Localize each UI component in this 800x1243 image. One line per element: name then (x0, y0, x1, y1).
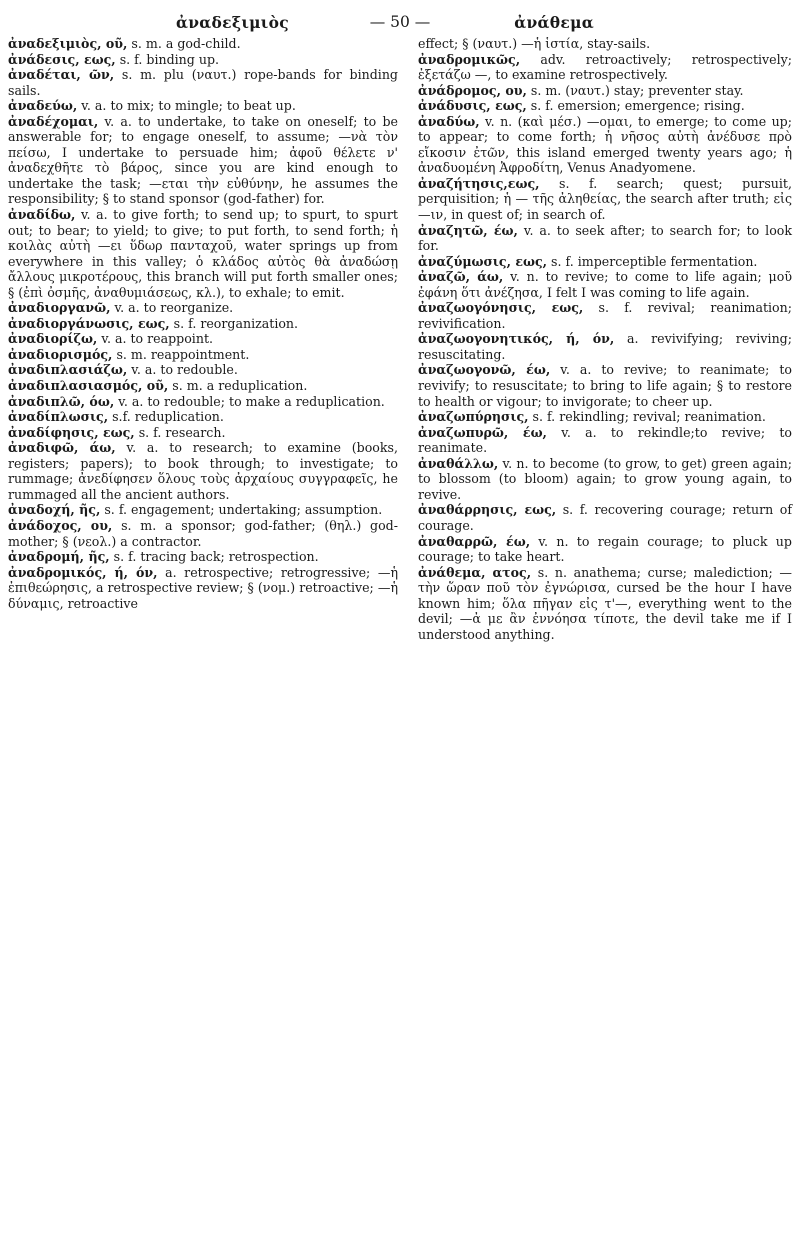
entry-headword: ἀναζῶ, άω, (418, 269, 504, 285)
left-column (8, 36, 398, 611)
dictionary-entry (8, 378, 398, 394)
dictionary-entry (418, 300, 792, 331)
entry-headword: ἀναδρομικῶς, (418, 51, 521, 67)
entry-definition: v. a. to rekindle;to revive; to reanimate. (418, 424, 792, 456)
entry-definition: s. f. search; quest; pursuit, perquisition; ἡ — τῆς ἀληθείας, the search after truth; εἰς—ιν, in quest of; in search of. (418, 175, 792, 223)
entry-headword: ἀναδίδω, (8, 207, 76, 223)
dictionary-entry (418, 565, 792, 643)
dictionary-entry (418, 425, 792, 456)
right-column (418, 36, 792, 642)
entry-definition: v. n. to revive; to come to life again; μοῦ ἐφάνη ὅτι ἀνέζησα, I felt I was coming to life again. (418, 269, 792, 300)
entry-headword: ἀνάδρομος, ου, (418, 82, 527, 98)
entry-definition: s. f. revival; reanimation; revivification. (418, 300, 792, 331)
entry-headword: ἀναδιπλῶ, όω, (8, 393, 115, 409)
entry-headword: ἀνάθεμα, ατος, (418, 564, 532, 580)
entry-definition: s. m. a sponsor; god-father; (θηλ.) god-mother; § (νεολ.) a contractor. (8, 517, 398, 549)
entry-headword: ἀνάδυσις, εως, (418, 98, 527, 114)
running-head (36, 10, 764, 34)
entry-headword: ἀναθάρρησις, εως, (418, 502, 557, 518)
dictionary-entry (8, 300, 398, 316)
dictionary-entry (418, 254, 792, 270)
entry-headword: ἀναδιοργανῶ, (8, 300, 111, 316)
entry-headword: ἀναζητῶ, έω, (418, 222, 518, 238)
entry-definition: s. m. reappointment. (112, 346, 250, 362)
page-number: — 50 — (369, 13, 431, 31)
right-guide-word: ἀνάθεμα (514, 12, 594, 32)
dictionary-entry (418, 223, 792, 254)
entry-definition: v. n. to regain courage; to pluck up courage; to take heart. (418, 533, 792, 565)
dictionary-entry (8, 114, 398, 207)
entry-headword: ἀναδίφησις, εως, (8, 424, 135, 440)
dictionary-entry (418, 502, 792, 533)
entry-definition: s. f. tracing back; retrospection. (109, 549, 319, 565)
entry-headword: ἀναδύω, (418, 113, 480, 129)
entry-headword: ἀναζωπυρῶ, έω, (418, 424, 547, 440)
entry-definition: adv. retroactively; retrospectively; ἐξετάζω —, to examine retrospectively. (418, 51, 792, 83)
dictionary-entry (8, 52, 398, 68)
left-guide-word: ἀναδεξιμιὸς (176, 12, 289, 32)
entry-definition: v. n. to become (to grow, to get) green again; to blossom (to bloom) again; to grow young again, to revive. (418, 455, 792, 502)
entry-headword: ἀναζωογόνησις, εως, (418, 300, 584, 316)
dictionary-entry (8, 502, 398, 518)
dictionary-entry (418, 176, 792, 223)
dictionary-entry (8, 362, 398, 378)
entry-definition: s. m. (ναυτ.) stay; preventer stay. (526, 82, 744, 98)
entry-definition: v. a. to revive; to reanimate; to revivify; to resuscitate; to bring to life again; § to restore to health or vigour; to invigorate; to cheer up. (418, 362, 793, 409)
entry-definition: s. m. a reduplication. (168, 378, 308, 394)
dictionary-entry (418, 98, 792, 114)
dictionary-entry (8, 425, 398, 441)
entry-definition: v. a. to research; to examine (books, registers; papers); to book through; to investigate; to rummage; ἀνεδίφησεν ὅλους τοὺς ἀρχαίους συγγραφεῖς, he rummaged all the ancient authors. (8, 440, 398, 502)
entry-headword: ἀναζύμωσις, εως, (418, 253, 548, 269)
entry-definition: a. retrospective; retrogressive; —ἡ ἐπιθεώρησις, a retrospective review; § (νομ.) retroactive; —ἡ δύναμις, retroactive (8, 564, 398, 611)
entry-definition: v. a. to redouble; to make a reduplication. (114, 393, 385, 409)
dictionary-entry (8, 207, 398, 300)
entry-definition: a. revivifying; reviving; resuscitating. (418, 331, 792, 362)
entry-headword: ἀναθάλλω, (418, 455, 499, 471)
entry-headword: ἀναδρομή, ῆς, (8, 549, 110, 565)
dictionary-entry (8, 549, 398, 565)
entry-definition: effect; § (ναυτ.) —ἡ ἱστία, stay-sails. (418, 36, 651, 51)
entry-headword: ἀναζωπύρησις, (418, 409, 529, 425)
entry-definition: s.f. reduplication. (108, 409, 224, 425)
entry-definition: v. a. to reappoint. (97, 331, 214, 347)
dictionary-entry (418, 534, 792, 565)
dictionary-entry (418, 83, 792, 99)
dictionary-entry (418, 52, 792, 83)
entry-headword: ἀναδιπλασιασμός, οῦ, (8, 378, 169, 394)
entry-definition: s. n. anathema; curse; malediction; — τὴν ὥραν ποῦ τὸν ἐγνώρισα, cursed be the hour I have known him; ὅλα πῆγαν εἰς τ'—, everything went to the devil; —ἀ με ἂν ἐννόησα τίποτε, the devil take me if I understood anything. (418, 564, 792, 642)
entry-definition: s. f. reorganization. (169, 315, 299, 331)
entry-definition: s. f. research. (134, 424, 226, 440)
entry-headword: ἀναζωογονῶ, έω, (418, 362, 551, 378)
entry-definition: v. a. to mix; to mingle; to beat up. (77, 98, 296, 114)
entry-definition: v. a. to give forth; to send up; to spurt, to spurt out; to bear; to yield; to give; to put forth, to send forth; ἡ κοιλὰς αὐτὴ —ει ὕδωρ πανταχοῦ, water springs up from everywhere in this valley; ὁ κλάδος αὐτὸς θὰ ἀναδώσῃ ἄλλους μικροτέρους, this branch will put forth smaller ones; § (ἐπὶ ὀσμῆς, ἀναθυμιάσεως, κλ.), to exhale; to emit. (8, 207, 398, 300)
entry-headword: ἀναδίπλωσις, (8, 409, 109, 425)
entry-headword: ἀναθαρρῶ, έω, (418, 533, 531, 549)
entry-headword: ἀναδιοργάνωσις, εως, (8, 315, 170, 331)
entry-definition: v. a. to reorganize. (110, 300, 234, 316)
dictionary-entry (418, 36, 792, 52)
entry-definition: v. a. to redouble. (127, 362, 238, 378)
entry-headword: ἀναδεξιμιὸς, οῦ, (8, 36, 128, 51)
dictionary-entry (418, 409, 792, 425)
entry-headword: ἀναδιορίζω, (8, 331, 98, 347)
entry-headword: ἀναδιπλασιάζω, (8, 362, 128, 378)
dictionary-entry (8, 409, 398, 425)
dictionary-entry (418, 456, 792, 503)
entry-definition: s. f. imperceptible fermentation. (547, 253, 758, 269)
entry-headword: ἀνάδοχος, ου, (8, 517, 113, 533)
dictionary-entry (8, 331, 398, 347)
dictionary-entry (8, 98, 398, 114)
dictionary-entry (8, 518, 398, 549)
dictionary-entry (418, 269, 792, 300)
entry-headword: ἀναδρομικός, ή, όν, (8, 564, 158, 580)
dictionary-entry (8, 440, 398, 502)
entry-definition: s. f. engagement; undertaking; assumption. (100, 502, 383, 518)
dictionary-entry (8, 67, 398, 98)
entry-definition: v. n. (καὶ μέσ.) —ομαι, to emerge; to come up; to appear; to come forth; ἡ νῆσος αὐτὴ ἀνέδυσε πρὸ εἴκοσιν ἐτῶν, this island emerged twenty years ago; ἡ ἀναδυομένη Ἀφροδίτη, Venus Anadyomene. (418, 113, 792, 176)
entry-headword: ἀνάδεσις, εως, (8, 51, 116, 67)
entry-headword: ἀναζωογονητικός, ή, όν, (418, 331, 615, 347)
entry-definition: s. m. plu (ναυτ.) rope-bands for binding sails. (8, 67, 398, 98)
entry-definition: s. f. recovering courage; return of courage. (418, 502, 792, 533)
dictionary-entry (8, 347, 398, 363)
dictionary-entry (418, 362, 792, 409)
dictionary-entry (8, 36, 398, 52)
dictionary-entry (8, 565, 398, 612)
entry-definition: v. a. to undertake, to take on oneself; to be answerable for; to engage oneself, to assume; —νὰ τὸν πείσω, I undertake to persuade him; ἀφοῦ θέλετε ν' ἀναδεχθῆτε τὸ βάρος, since you are kind enough to undertake the task; —εται τὴν εὐθύνην, he assumes the responsibility; § to stand sponsor (god-father) for. (8, 113, 398, 207)
entry-definition: s. f. emersion; emergence; rising. (526, 98, 745, 114)
dictionary-entry (8, 316, 398, 332)
entry-definition: s. f. rekindling; revival; reanimation. (528, 409, 766, 425)
entry-headword: ἀναδιορισμός, (8, 346, 113, 362)
entry-headword: ἀναδέται, ῶν, (8, 67, 115, 83)
dictionary-entry (418, 331, 792, 362)
entry-headword: ἀναδεύω, (8, 98, 78, 114)
entry-headword: ἀναδιφῶ, άω, (8, 440, 116, 456)
entry-definition: s. f. binding up. (115, 51, 220, 67)
dictionary-entry (8, 394, 398, 410)
entry-definition: v. a. to seek after; to search for; to look for. (418, 222, 792, 254)
entry-headword: ἀναδέχομαι, (8, 113, 99, 129)
entry-definition: s. m. a god-child. (127, 36, 241, 51)
dictionary-entry (418, 114, 792, 176)
entry-headword: ἀναζήτησις,εως, (418, 175, 540, 191)
entry-headword: ἀναδοχή, ῆς, (8, 502, 101, 518)
